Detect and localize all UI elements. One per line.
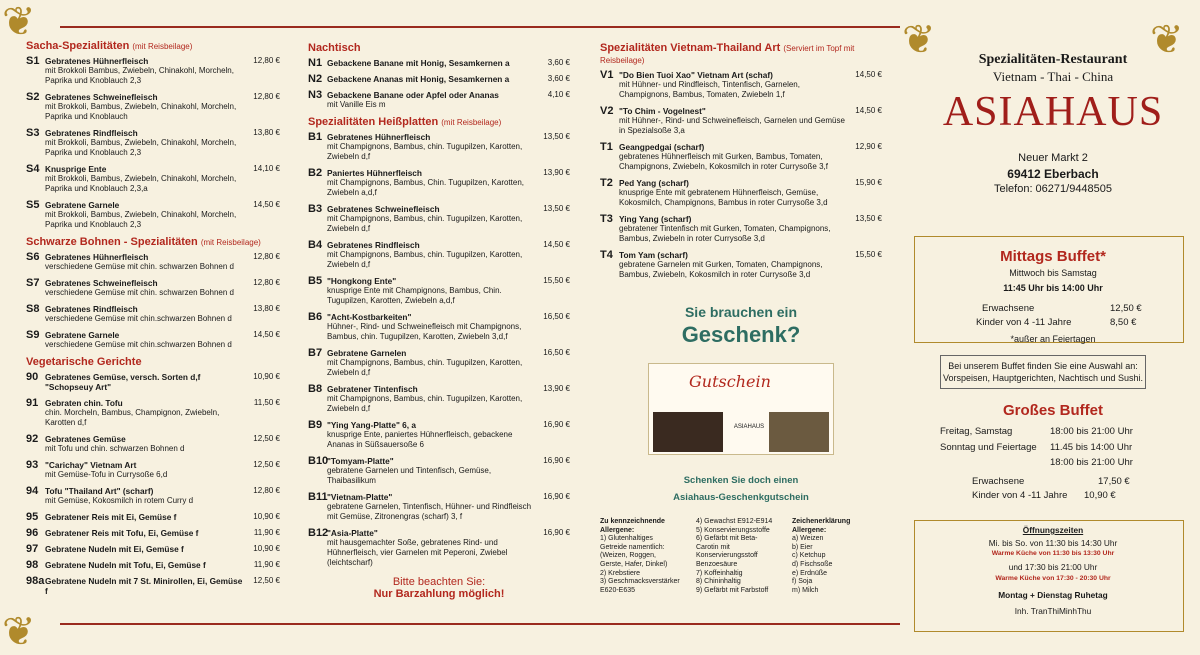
item-code: S7: [26, 277, 40, 289]
item-name: Gebratene Nudeln mit 7 St. Minirollen, Ei, Gemüse f: [45, 576, 243, 596]
price-value: 10,90 €: [1084, 490, 1116, 501]
menu-item: [308, 74, 570, 84]
top-rule: [60, 26, 900, 28]
menu-item: [308, 240, 570, 270]
section-title-text: Sacha-Spezialitäten: [26, 40, 130, 52]
item-name: "Do Bien Tuoi Xao" Vietnam Art (schaf): [619, 70, 773, 80]
section-title-text: Spezialitäten Heißplatten: [308, 116, 439, 128]
item-name: Gebratenes Gemüse, versch. Sorten d,f "Schopseuy Art": [45, 372, 201, 392]
item-name: Gebratenes Hühnerfleisch: [45, 56, 149, 66]
item-price: 15,90 €: [855, 178, 882, 187]
item-code: N3: [308, 89, 323, 101]
menu-item: [26, 372, 280, 392]
allergen-line: a) Weizen: [792, 535, 824, 543]
dragon-ornament-icon: ❦: [902, 17, 936, 63]
section-title: [26, 356, 280, 368]
restaurant-name: ASIAHAUS: [942, 89, 1164, 135]
price-label: Erwachsene: [982, 303, 1035, 314]
item-name: Gebratenes Hühnerfleisch: [45, 252, 149, 262]
item-description: mit Hühner-, Rind- und Schweinefleisch, Garnelen und Gemüse in Spezialsoße 3,a: [619, 116, 845, 135]
allergen-line: 3) Geschmacksverstärker: [600, 578, 680, 586]
allergen-line: Konservierungsstoff: [696, 552, 758, 560]
item-code: S8: [26, 303, 40, 315]
section-title: [600, 42, 882, 66]
menu-item: [26, 560, 280, 570]
opening-title: Öffnungszeiten: [1022, 525, 1084, 535]
item-description: mit Champignons, Bambus, chin. Tugupilzen, Karotten, Zwiebeln d,f: [327, 214, 523, 233]
menu-item: [600, 106, 882, 136]
menu-item: [308, 276, 570, 306]
item-description: gebratene Garnelen, Tintenfisch, Hühner- und Rindfleisch mit Gemüse, Zitronengras (scharf) 3, f: [327, 502, 532, 521]
item-code: B7: [308, 347, 323, 359]
price-label: Kinder von 4 -11 Jahre: [976, 317, 1072, 328]
item-code: 94: [26, 485, 39, 497]
item-price: 11,50 €: [253, 398, 280, 407]
menu-item: [308, 456, 570, 486]
item-description: mit Brokkoli, Bambus, Zwiebeln, Chinakohl, Morcheln, Paprika und Knoblauch 2,3: [45, 210, 237, 229]
item-description: Hühner-, Rind- und Schweinefleisch mit Champignons, Bambus, chin. Tugupilzen, Karotten, Zwiebeln 3,d,f: [327, 322, 522, 341]
menu-column-left: [26, 36, 280, 602]
item-code: B5: [308, 275, 323, 287]
address-city: 69412 Eberbach: [1007, 167, 1099, 181]
item-price: 12,90 €: [855, 142, 882, 151]
item-code: 92: [26, 433, 39, 445]
item-description: mit Champignons, Bambus, chin. Tugupilzen, Karotten, Zwiebeln d,f: [327, 358, 523, 377]
item-code: 93: [26, 459, 39, 471]
item-price: 16,90 €: [543, 420, 570, 429]
item-price: 15,50 €: [855, 250, 882, 259]
item-price: 13,90 €: [543, 384, 570, 393]
price-value: 8,50 €: [1110, 317, 1137, 328]
item-price: 13,80 €: [253, 304, 280, 313]
menu-item: [26, 486, 280, 506]
time-value: 11.45 bis 14:00 Uhr: [1050, 442, 1133, 453]
item-description: gebratenes Hühnerfleisch mit Gurken, Bambus, Tomaten, Champignons, Zwiebeln, Kokosmilch in roter Currysoße 3,f: [619, 152, 828, 171]
item-name: Gebratenes Gemüse: [45, 434, 126, 444]
item-price: 16,90 €: [543, 456, 570, 465]
price-value: 17,50 €: [1098, 476, 1130, 487]
allergen-line: Carotin mit: [696, 543, 730, 551]
address-street: Neuer Markt 2: [1018, 152, 1088, 164]
promo-line-1: Sie brauchen ein: [684, 304, 798, 320]
item-price: 14,50 €: [253, 200, 280, 209]
allergen-line: 1) Glutenhaltiges: [600, 535, 653, 543]
menu-item: [600, 70, 882, 100]
section-title: [308, 116, 570, 128]
item-price: 13,50 €: [543, 132, 570, 141]
item-description: mit Vanille Eis m: [327, 100, 386, 109]
menu-item: [600, 250, 882, 280]
allergen-line: Getreide namentlich:: [600, 543, 665, 551]
item-code: 91: [26, 397, 39, 409]
item-name: Gebratener Reis mit Ei, Gemüse f: [45, 512, 177, 522]
menu-item: [26, 528, 280, 538]
voucher-image: [648, 363, 834, 455]
menu-item: [26, 398, 280, 428]
item-description: mit Champignons, Bambus, chin. Tugupilzen, Karotten, Zwiebeln d,f: [327, 142, 523, 161]
allergen-line: b) Eier: [792, 543, 813, 551]
item-name: Gebraten chin. Tofu: [45, 398, 123, 408]
item-description: mit Gemüse, Kokosmilch in rotem Curry d: [45, 496, 194, 505]
item-name: "Tomyam-Platte": [327, 456, 394, 466]
item-code: V2: [600, 105, 614, 117]
item-price: 12,80 €: [253, 278, 280, 287]
item-code: B9: [308, 419, 323, 431]
item-description: verschiedene Gemüse mit chin.schwarzen Bohnen d: [45, 340, 232, 349]
item-code: 97: [26, 543, 39, 555]
item-price: 16,90 €: [543, 528, 570, 537]
menu-item: [26, 164, 280, 194]
item-code: T2: [600, 177, 613, 189]
item-name: Gebratene Garnele: [45, 200, 120, 210]
item-name: Knusprige Ente: [45, 164, 107, 174]
menu-item: [308, 90, 570, 110]
menu-item: [308, 528, 570, 568]
allergen-line: 2) Krebstiere: [600, 569, 641, 577]
item-price: 3,60 €: [547, 58, 570, 67]
item-code: T1: [600, 141, 613, 153]
item-description: verschiedene Gemüse mit chin.schwarzen Bohnen d: [45, 314, 232, 323]
restaurant-subtitle: Spezialitäten-Restaurant: [978, 52, 1128, 67]
allergen-line: Gerste, Hafer, Dinkel): [600, 560, 668, 568]
menu-item: [26, 252, 280, 272]
price-label: Erwachsene: [972, 476, 1025, 487]
menu-item: [26, 460, 280, 480]
item-code: B12: [308, 527, 329, 539]
item-description: mit Brokkoli, Bambus, Zwiebeln, Chinakohl, Morcheln, Paprika und Knoblauch 2,3: [45, 138, 237, 157]
allergen-col: [696, 518, 786, 595]
item-name: Tofu "Thailand Art" (scharf): [45, 486, 154, 496]
buffet-info-box: Bei unserem Buffet finden Sie eine Auswahl an: Vorspeisen, Hauptgerichten, Nachtisch und Sushi.: [940, 355, 1146, 389]
item-code: S4: [26, 163, 40, 175]
corner-ornament-icon: ❦: [2, 0, 36, 45]
menu-item: [26, 434, 280, 454]
menu-item: [308, 384, 570, 414]
menu-item: [26, 576, 280, 596]
allergen-line: f) Soja: [792, 578, 813, 586]
item-description: mit Brokkoli, Bambus, Zwiebeln, Chinakohl, Morcheln, Paprika und Knoblauch 2,3,a: [45, 174, 237, 193]
item-name: Gebratene Nudeln mit Ei, Gemüse f: [45, 544, 184, 554]
item-code: 90: [26, 371, 39, 383]
item-price: 11,90 €: [253, 528, 280, 537]
item-code: 96: [26, 527, 39, 539]
item-price: 14,50 €: [543, 240, 570, 249]
item-code: B4: [308, 239, 323, 251]
lunch-time: 11:45 Uhr bis 14:00 Uhr: [1003, 283, 1103, 293]
section-note: (mit Reisbeilage): [200, 238, 261, 247]
info-panel: [906, 0, 1200, 653]
item-code: B1: [308, 131, 323, 143]
item-description: mit Hühner- und Rindfleisch, Tintenfisch, Garnelen, Champignons, Bambus, Tomaten, Zwiebeln 1,f: [619, 80, 800, 99]
bottom-rule: [60, 623, 900, 625]
item-description: knusprige Ente mit Champignons, Bambus, Chin. Tugupilzen, Karotten, Zwiebeln a,d,f: [327, 286, 502, 305]
menu-item: [308, 420, 570, 450]
item-code: B8: [308, 383, 323, 395]
big-buffet-title: Großes Buffet: [1002, 402, 1103, 419]
menu-item: [600, 142, 882, 172]
payment-note-line: Bitte beachten Sie:: [392, 576, 486, 588]
menu-column-right: [600, 36, 882, 286]
item-description: chin. Morcheln, Bambus, Champignon, Zwiebeln, Karotten d,f: [45, 408, 220, 427]
menu-item: [308, 204, 570, 234]
item-description: mit Tofu und chin. schwarzen Bohnen d: [45, 444, 185, 453]
price-value: 12,50 €: [1110, 303, 1142, 314]
menu-item: [26, 304, 280, 324]
kitchen-hours: Warme Küche von 17:30 - 20:30 Uhr: [995, 575, 1111, 582]
item-description: mit Brokkoli Bambus, Zwiebeln, Chinakohl, Morcheln, Paprika und Knoblauch 2,3: [45, 66, 234, 85]
section-note: (mit Reisbeilage): [441, 118, 502, 127]
item-code: B2: [308, 167, 323, 179]
item-price: 12,80 €: [253, 252, 280, 261]
item-name: Gebratenes Rindfleisch: [45, 304, 138, 314]
item-price: 10,90 €: [253, 512, 280, 521]
kitchen-hours: Warme Küche von 11:30 bis 13:30 Uhr: [991, 550, 1115, 557]
price-label: Kinder von 4 -11 Jahre: [972, 490, 1068, 501]
owner: Inh. TranThiMinhThu: [1014, 606, 1092, 616]
allergen-line: c) Ketchup: [792, 552, 826, 560]
menu-column-middle: [308, 36, 570, 600]
item-price: 16,50 €: [543, 312, 570, 321]
menu-item: [26, 92, 280, 122]
item-description: verschiedene Gemüse mit chin. schwarzen Bohnen d: [45, 288, 234, 297]
item-code: S3: [26, 127, 40, 139]
day-label: Freitag, Samstag: [940, 426, 1013, 437]
item-description: gebratene Garnelen mit Gurken, Tomaten, Champignons, Bambus, Zwiebeln, Kokosmilch in roter Currysoße 3,d: [619, 260, 823, 279]
item-description: gebratene Garnelen und Tintenfisch, Gemüse, Thaibasilikum: [327, 466, 492, 485]
item-code: S9: [26, 329, 40, 341]
item-price: 14,50 €: [253, 330, 280, 339]
food-photo: [769, 412, 829, 452]
allergen-line: E620-E635: [600, 586, 636, 594]
allergen-line: 9) Gefärbt mit Farbstoff: [696, 586, 769, 594]
item-name: Gebratene Garnele: [45, 330, 120, 340]
item-description: knusprige Ente, paniertes Hühnerfleisch, gebackene Ananas in Süßsauersoße 6: [327, 430, 513, 449]
allergen-line: m) Milch: [792, 586, 819, 594]
item-name: Gebratener Tintenfisch: [327, 384, 418, 394]
voucher-title: Gutschein: [689, 372, 771, 391]
allergen-line: 6) Gefärbt mit Beta-: [696, 535, 758, 543]
allergen-line: 4) Gewachst E912-E914: [696, 518, 773, 525]
lunch-days: Mittwoch bis Samstag: [1009, 268, 1097, 278]
allergen-line: 7) Koffeinhaltig: [696, 569, 743, 577]
item-price: 12,50 €: [253, 576, 280, 585]
allergen-line: e) Erdnüße: [792, 569, 828, 577]
item-code: S5: [26, 199, 40, 211]
section-title: [26, 40, 280, 52]
item-price: 3,60 €: [547, 74, 570, 83]
item-name: "Vietnam-Platte": [327, 492, 393, 502]
payment-note: [308, 576, 570, 600]
allergen-legend: [600, 518, 882, 595]
allergen-col: [600, 518, 690, 595]
menu-item: [308, 168, 570, 198]
item-name: "Acht-Kostbarkeiten": [327, 312, 412, 322]
item-description: mit Champignons, Bambus, chin. Tugupilzen, Karotten, Zwiebeln d,f: [327, 250, 523, 269]
time-value: 18:00 bis 21:00 Uhr: [1050, 426, 1133, 437]
promo-text: Schenken Sie doch einen: [683, 475, 799, 486]
item-code: B3: [308, 203, 323, 215]
item-price: 14,50 €: [855, 106, 882, 115]
allergen-line: Zu kennzeichnende: [600, 518, 665, 525]
item-name: Tom Yam (scharf): [619, 250, 688, 260]
menu-item: [308, 492, 570, 522]
item-price: 12,50 €: [253, 434, 280, 443]
item-name: Gebratenes Rindfleisch: [327, 240, 420, 250]
item-name: "Ying Yang-Platte" 6, a: [327, 420, 417, 430]
section-note: (mit Reisbeilage): [132, 42, 193, 51]
item-description: knusprige Ente mit gebratenem Hühnerfleisch, Gemüse, Kokosmilch, Champignons, Bambus in roter Currysoße 3,d: [619, 188, 828, 207]
cuisine-line: Vietnam - Thai - China: [992, 69, 1114, 84]
voucher-brand: ASIAHAUS: [733, 424, 765, 430]
item-name: Gebackene Ananas mit Honig, Sesamkernen a: [327, 74, 510, 84]
item-name: "Carichay" Vietnam Art: [45, 460, 137, 470]
allergen-line: Allergene:: [600, 526, 635, 534]
item-code: 95: [26, 511, 39, 523]
promo-text: Asiahaus-Geschenkgutschein: [673, 492, 809, 503]
item-price: 16,50 €: [543, 348, 570, 357]
dragon-ornament-icon: ❦: [1150, 17, 1184, 63]
menu-item: [26, 56, 280, 86]
menu-item: [600, 214, 882, 244]
item-name: Gebackene Banane mit Honig, Sesamkernen a: [327, 58, 510, 68]
item-price: 13,90 €: [543, 168, 570, 177]
menu-item: [26, 512, 280, 522]
allergen-line: 5) Konservierungsstoffe: [696, 526, 770, 534]
item-name: Gebratenes Schweinefleisch: [45, 278, 158, 288]
lunch-note: *außer an Feiertagen: [1010, 334, 1096, 344]
section-title: [26, 236, 280, 248]
item-description: mit Champignons, Bambus, Chin. Tugupilzen, Karotten, Zwiebeln a,d,f: [327, 178, 524, 197]
menu-item: [26, 330, 280, 350]
item-price: 13,50 €: [543, 204, 570, 213]
item-price: 13,50 €: [855, 214, 882, 223]
item-name: Gebratene Garnelen: [327, 348, 407, 358]
item-name: Ped Yang (scharf): [619, 178, 689, 188]
lunch-buffet-title: Mittags Buffet*: [1000, 248, 1106, 265]
item-price: 12,80 €: [253, 486, 280, 495]
section-title-text: Schwarze Bohnen - Spezialitäten: [26, 236, 198, 248]
menu-item: [26, 278, 280, 298]
payment-note-line: Nur Barzahlung möglich!: [373, 588, 505, 600]
opening-hours: und 17:30 bis 21:00 Uhr: [1008, 562, 1098, 572]
item-name: Gebackene Banane oder Apfel oder Ananas: [327, 90, 499, 100]
allergen-line: Benzoesäure: [696, 560, 738, 568]
allergen-line: 8) Chininhaltig: [696, 578, 741, 586]
item-code: T4: [600, 249, 613, 261]
item-price: 10,90 €: [253, 372, 280, 381]
allergen-col: [792, 518, 882, 595]
item-price: 12,50 €: [253, 460, 280, 469]
item-price: 4,10 €: [547, 90, 570, 99]
item-price: 15,50 €: [543, 276, 570, 285]
item-name: "Hongkong Ente": [327, 276, 397, 286]
item-price: 12,80 €: [253, 92, 280, 101]
item-name: Geangpedgai (scharf): [619, 142, 705, 152]
item-price: 14,10 €: [253, 164, 280, 173]
item-code: S2: [26, 91, 40, 103]
time-value: 18:00 bis 21:00 Uhr: [1050, 457, 1133, 468]
item-price: 11,90 €: [253, 560, 280, 569]
item-code: B11: [308, 491, 328, 503]
menu-item: [308, 348, 570, 378]
section-title-text: Spezialitäten Vietnam-Thailand Art: [600, 42, 781, 54]
item-name: Ying Yang (scharf): [619, 214, 692, 224]
item-price: 16,90 €: [543, 492, 570, 501]
item-description: mit Champignons, Bambus, chin. Tugupilzen, Karotten, Zwiebeln d,f: [327, 394, 523, 413]
menu-item: [600, 178, 882, 208]
menu-item: [26, 544, 280, 554]
promo-line-2: Geschenk?: [681, 322, 801, 347]
section-title: [308, 42, 570, 54]
item-description: verschiedene Gemüse mit chin. schwarzen Bohnen d: [45, 262, 234, 271]
allergen-line: d) Fischsoße: [792, 560, 833, 568]
item-price: 10,90 €: [253, 544, 280, 553]
closed-days: Montag + Dienstag Ruhetag: [998, 590, 1108, 600]
item-code: S1: [26, 55, 40, 67]
item-code: V1: [600, 69, 614, 81]
item-price: 14,50 €: [855, 70, 882, 79]
item-name: "To Chim - Vogelnest": [619, 106, 706, 116]
item-price: 12,80 €: [253, 56, 280, 65]
item-code: B10: [308, 455, 329, 467]
item-code: N1: [308, 57, 323, 69]
menu-item: [26, 128, 280, 158]
item-code: T3: [600, 213, 613, 225]
item-name: Gebratenes Rindfleisch: [45, 128, 138, 138]
corner-ornament-icon: ❦: [2, 609, 36, 655]
item-description: mit hausgemachter Soße, gebratenes Rind- und Hühnerfleisch, vier Garnelen mit Peperoni, Zwiebel (leichtscharf): [327, 538, 508, 567]
section-title-text: Vegetarische Gerichte: [26, 356, 142, 368]
allergen-line: Zeichenerklärung: [792, 518, 851, 525]
item-name: Gebratener Reis mit Tofu, Ei, Gemüse f: [45, 528, 199, 538]
menu-item: [26, 200, 280, 230]
item-code: 98a: [26, 575, 45, 587]
item-name: Gebratenes Schweinefleisch: [45, 92, 158, 102]
item-price: 13,80 €: [253, 128, 280, 137]
day-label: Sonntag und Feiertage: [940, 442, 1037, 453]
item-code: S6: [26, 251, 40, 263]
item-code: N2: [308, 73, 323, 85]
item-description: mit Brokkoli, Bambus, Zwiebeln, Chinakohl, Morcheln, Paprika und Knoblauch: [45, 102, 237, 121]
item-name: Gebratene Nudeln mit Tofu, Ei, Gemüse f: [45, 560, 206, 570]
phone: Telefon: 06271/9448505: [993, 183, 1113, 195]
item-code: 98: [26, 559, 39, 571]
menu-item: [308, 132, 570, 162]
sushi-photo: [653, 412, 723, 452]
item-name: Paniertes Hühnerfleisch: [327, 168, 422, 178]
section-title-text: Nachtisch: [308, 42, 361, 54]
item-name: Gebratenes Hühnerfleisch: [327, 132, 431, 142]
allergen-line: Allergene:: [792, 526, 827, 534]
item-description: mit Gemüse-Tofu in Currysoße 6,d: [45, 470, 168, 479]
section-note: (Serviert im Topf mit Reisbeilage): [600, 44, 855, 65]
opening-hours: Mi. bis So. von 11:30 bis 14:30 Uhr: [988, 538, 1118, 548]
item-description: gebratener Tintenfisch mit Gurken, Tomaten, Champignons, Bambus, Zwiebeln in roter Currysoße 3,d: [619, 224, 831, 243]
item-name: Gebratenes Schweinefleisch: [327, 204, 440, 214]
promo-line-3: [600, 472, 882, 506]
menu-item: [308, 312, 570, 342]
item-name: "Asia-Platte": [327, 528, 378, 538]
item-code: B6: [308, 311, 323, 323]
menu-item: [308, 58, 570, 68]
allergen-line: (Weizen, Roggen,: [600, 552, 656, 560]
